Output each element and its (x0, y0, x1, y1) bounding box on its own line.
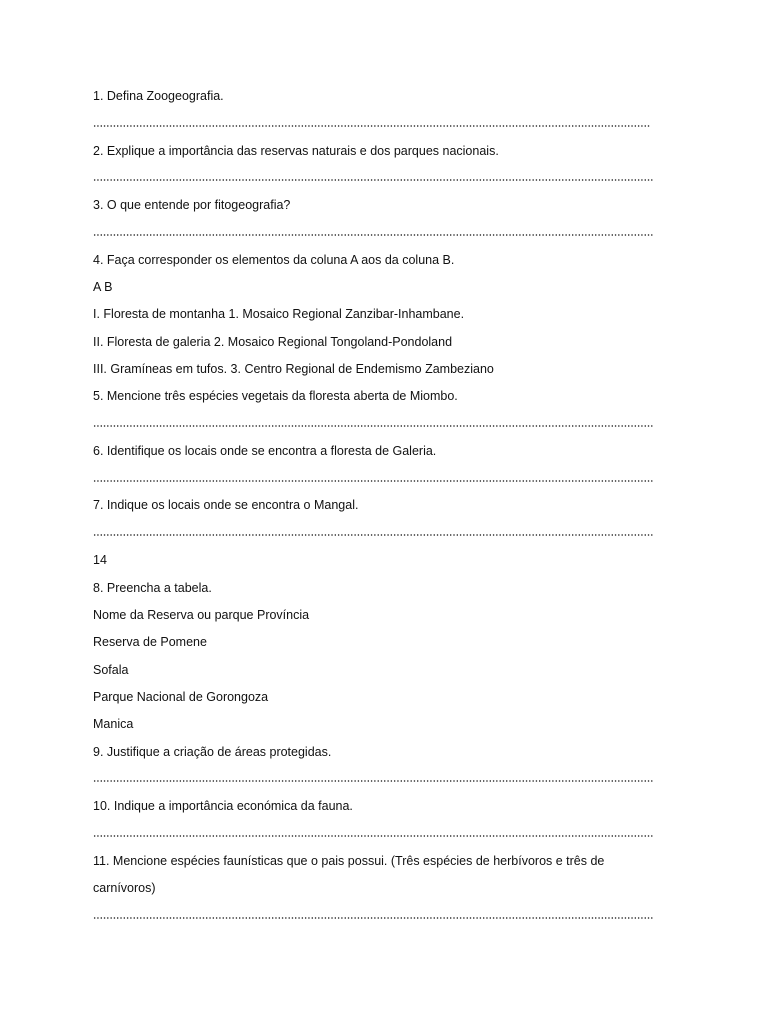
answer-line-6 (93, 480, 654, 482)
question-5: 5. Mencione três espécies vegetais da floresta aberta de Miombo. (93, 389, 458, 403)
question-1: 1. Defina Zoogeografia. (93, 89, 224, 103)
column-headers: A B (93, 280, 113, 294)
question-11: 11. Mencione espécies faunísticas que o pais possui. (Três espécies de herbívoros e três de (93, 854, 605, 868)
match-item-2: II. Floresta de galeria 2. Mosaico Regional Tongoland-Pondoland (93, 335, 453, 349)
page-number: 14 (93, 553, 107, 567)
question-8: 8. Preencha a tabela. (93, 581, 212, 595)
question-6: 6. Identifique os locais onde se encontra a floresta de Galeria. (93, 444, 437, 458)
question-10: 10. Indique a importância económica da fauna. (93, 799, 353, 813)
table-cell-province-2: Manica (93, 717, 134, 731)
match-item-3: III. Gramíneas em tufos. 3. Centro Regional de Endemismo Zambeziano (93, 362, 494, 376)
answer-line-2 (93, 179, 654, 181)
question-11-continuation: carnívoros) (93, 881, 156, 895)
answer-line-3 (93, 234, 654, 236)
answer-line-1 (93, 125, 650, 127)
table-header: Nome da Reserva ou parque Província (93, 608, 310, 622)
question-4: 4. Faça corresponder os elementos da coluna A aos da coluna B. (93, 253, 455, 267)
match-item-1: I. Floresta de montanha 1. Mosaico Regional Zanzibar-Inhambane. (93, 307, 465, 321)
answer-line-7 (93, 534, 654, 536)
table-cell-reserve: Reserva de Pomene (93, 635, 207, 649)
answer-line-9 (93, 780, 654, 782)
answer-line-10 (93, 835, 654, 837)
answer-line-11 (93, 917, 654, 919)
table-cell-park: Parque Nacional de Gorongoza (93, 690, 269, 704)
answer-line-5 (93, 425, 654, 427)
question-7: 7. Indique os locais onde se encontra o Mangal. (93, 498, 359, 512)
table-cell-province-1: Sofala (93, 663, 129, 677)
question-3: 3. O que entende por fitogeografia? (93, 198, 291, 212)
question-2: 2. Explique a importância das reservas naturais e dos parques nacionais. (93, 144, 499, 158)
question-9: 9. Justifique a criação de áreas protegidas. (93, 745, 332, 759)
